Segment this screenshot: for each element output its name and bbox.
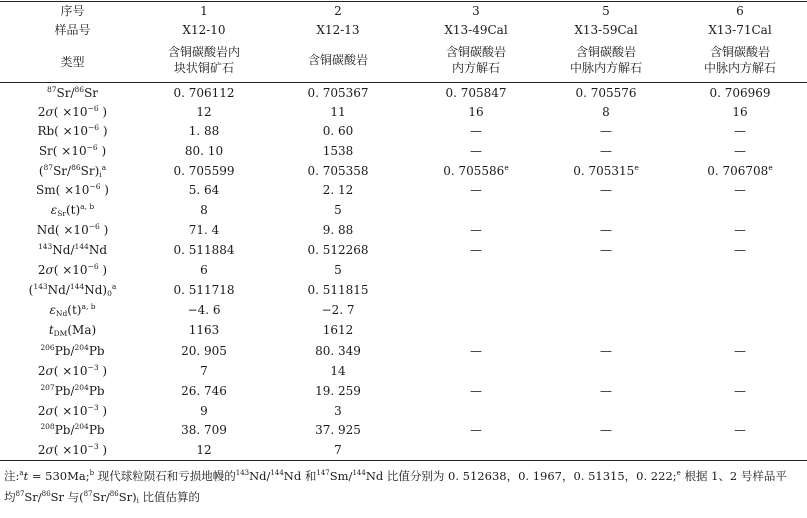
value-cell: −2. 7 [321,303,355,317]
row-label: $Nd( \times 10^{-6}$ ) [36,222,109,237]
value-cell: 20. 905 [181,344,227,358]
header-sample-5: X13-71Cal [708,23,772,37]
value-cell: — [470,344,482,358]
header-label-sample: 样品号 [54,23,91,37]
value-cell: — [470,243,482,257]
row-2sigma-4 [0,401,807,421]
row-label: $^{87}$Sr/$^{86}$Sr [46,85,99,100]
value-cell: — [470,223,482,237]
row-label: $2\sigma( \times 10^{-3}$ ) [37,403,108,418]
row-label: $Sm( \times 10^{-6}$ ) [36,182,109,197]
value-cell: 6 [200,263,208,277]
value-cell: −4. 6 [187,303,221,317]
header-label-index: 序号 [60,4,85,18]
header-type-5-line2: 中脉内方解石 [703,61,776,75]
row-label: $^{206}$Pb/$^{204}$Pb [40,343,105,358]
value-cell: 9. 88 [322,223,354,237]
value-cell: — [734,223,746,237]
header-type-1-line1: 含铜碳酸岩内 [167,45,240,59]
value-cell: 5 [334,203,342,217]
value-cell: 12 [196,443,212,457]
footnote-line-2: 均$^{87}$Sr/$^{86}$Sr 与$(^{87}Sr/^{86}Sr)_i$ 比值估算的 [4,490,200,505]
value-cell: 0. 705847 [445,86,507,100]
value-cell: 0. 705315e [573,163,639,178]
row-label: $(^{143}Nd/^{144}Nd)_0^a$ [28,282,117,298]
table-bottom-rule [0,460,807,461]
value-cell: — [600,223,612,237]
header-type-4-line1: 含铜碳酸岩 [575,45,636,59]
value-cell: — [734,384,746,398]
row-sr [0,141,807,161]
value-cell: 5. 64 [188,183,220,197]
header-type-3-line2: 内方解石 [451,61,500,75]
value-cell: 0. 706969 [709,86,771,100]
value-cell: — [734,243,746,257]
row-label: $2\sigma( \times 10^{-6}$ ) [37,104,108,119]
value-cell: 5 [334,263,342,277]
footnote-line-1: 注:$^a$t = 530Ma;$^b$ 现代球粒陨石和亏损地幔的$^{143}$Nd/$^{144}$Nd 和$^{147}$Sm/$^{144}$Nd 比值分别为 0. 512638，0. 1967，0. 51315，0. 222;$^e$ 根据 1、2 号样品平 [4,469,787,483]
value-cell: 0. 512268 [307,243,369,257]
header-sample-3: X13-49Cal [444,23,508,37]
row-nd [0,220,807,240]
value-cell: 37. 925 [315,423,361,437]
value-cell: 0. 705586e [443,163,509,178]
row-2sigma-1 [0,102,807,122]
row-label: $\varepsilon_{Sr}(t)^{a, b}$ [50,202,95,218]
value-cell: 1538 [322,144,354,158]
row-epsilon-sr [0,200,807,220]
value-cell: — [600,144,612,158]
value-cell: 0. 511884 [173,243,235,257]
value-cell: — [600,423,612,437]
value-cell: 0. 705599 [173,164,235,178]
header-type-1 [145,44,263,76]
table-footnote [4,466,804,508]
value-cell: — [470,124,482,138]
row-label: $Rb( \times 10^{-6}$ ) [37,123,108,138]
row-epsilon-nd [0,300,807,320]
row-sm [0,180,807,200]
value-cell: 11 [330,105,346,119]
row-label: $2\sigma( \times 10^{-3}$ ) [37,363,108,378]
value-cell: 16 [732,105,748,119]
row-sr-initial [0,161,807,181]
value-cell: 8 [602,105,610,119]
value-cell: 19. 259 [315,384,361,398]
value-cell: 8 [200,203,208,217]
value-cell: — [470,183,482,197]
header-index-5: 6 [736,4,744,18]
value-cell: — [734,124,746,138]
row-sr87-sr86 [0,83,807,103]
value-cell: 0. 706112 [173,86,235,100]
row-label: $Sr( \times 10^{-6}$ ) [38,143,107,158]
header-type-4 [539,44,673,76]
value-cell: 0. 705367 [307,86,369,100]
value-cell: 12 [196,105,212,119]
value-cell: — [600,243,612,257]
value-cell: 71. 4 [188,223,220,237]
value-cell: — [470,384,482,398]
value-cell: — [470,144,482,158]
row-label: $2\sigma( \times 10^{-6}$ ) [37,262,108,277]
value-cell: 0. 60 [322,124,354,138]
header-index-row [0,2,807,20]
row-label: $^{207}$Pb/$^{204}$Pb [40,383,105,398]
value-cell: 1612 [322,323,354,337]
row-rb [0,121,807,141]
value-cell: 80. 349 [315,344,361,358]
value-cell: 38. 709 [181,423,227,437]
value-cell: 0. 706708e [707,163,773,178]
value-cell: — [600,384,612,398]
value-cell: 7 [200,364,208,378]
value-cell: 3 [334,404,342,418]
header-type-4-line2: 中脉内方解石 [569,61,642,75]
row-label: $\varepsilon_{Nd}(t)^{a, b}$ [49,302,96,318]
header-sample-2: X12-13 [316,23,360,37]
header-type-row [0,44,807,80]
header-type-3-line1: 含铜碳酸岩 [445,45,506,59]
value-cell: 9 [200,404,208,418]
row-nd143-nd144 [0,240,807,260]
header-type-1-line2: 块状铜矿石 [173,61,234,75]
value-cell: — [734,183,746,197]
value-cell: 1. 88 [188,124,220,138]
value-cell: — [600,344,612,358]
value-cell: — [734,144,746,158]
header-index-2: 2 [334,4,342,18]
row-pb206-pb204 [0,341,807,361]
row-label: $(^{87}Sr/^{86}Sr)_i^a$ [38,163,107,179]
row-label: $^{143}$Nd/$^{144}$Nd [37,242,108,257]
value-cell: — [600,183,612,197]
header-label-type: 类型 [60,55,85,69]
row-2sigma-3 [0,361,807,381]
value-cell: — [470,423,482,437]
value-cell: 0. 705358 [307,164,369,178]
header-index-4: 5 [602,4,610,18]
row-label: $t_{DM}(Ma)$ [48,323,97,338]
value-cell: — [734,423,746,437]
header-type-5-line1: 含铜碳酸岩 [709,45,770,59]
row-2sigma-2 [0,260,807,280]
header-sample-1: X12-10 [182,23,226,37]
row-nd-initial [0,280,807,300]
value-cell: 14 [330,364,346,378]
value-cell: 0. 511815 [307,283,369,297]
header-type-5 [673,44,807,76]
value-cell: 16 [468,105,484,119]
value-cell: 0. 705576 [575,86,637,100]
value-cell: — [734,344,746,358]
header-type-2: 含铜碳酸岩 [307,53,368,67]
header-type-3 [413,44,539,76]
header-sample-4: X13-59Cal [574,23,638,37]
row-tdm [0,320,807,340]
value-cell: 80. 10 [184,144,224,158]
header-sample-row [0,21,807,39]
value-cell: 1163 [188,323,220,337]
value-cell: — [600,124,612,138]
value-cell: 26. 746 [181,384,227,398]
value-cell: 2. 12 [322,183,354,197]
row-label: $2\sigma( \times 10^{-3}$ ) [37,442,108,457]
value-cell: 7 [334,443,342,457]
value-cell: 0. 511718 [173,283,235,297]
row-label: $^{208}$Pb/$^{204}$Pb [40,422,105,437]
row-2sigma-5 [0,440,807,460]
row-pb207-pb204 [0,381,807,401]
header-index-3: 3 [472,4,480,18]
header-index-1: 1 [200,4,208,18]
row-pb208-pb204 [0,420,807,440]
